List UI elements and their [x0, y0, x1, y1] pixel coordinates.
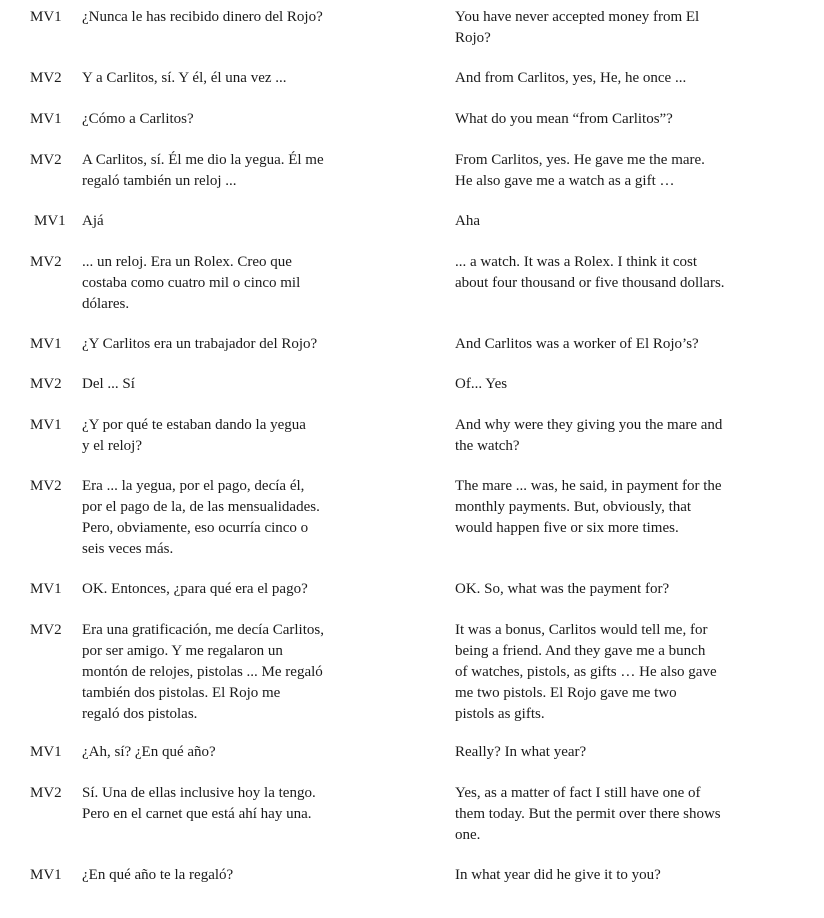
english-translation: OK. So, what was the payment for? — [455, 581, 670, 597]
english-translation: It was a bonus, Carlitos would tell me, for being a friend. And they gave me a bunch of watches, pistols, as gifts … He also gave me two pistols. El Rojo gave me two pistols as gifts. — [455, 622, 717, 722]
speaker-label: MV1 — [30, 867, 62, 883]
english-translation: The mare ... was, he said, in payment for the monthly payments. But, obviously, that would happen five or six more times. — [455, 478, 722, 536]
spanish-text: ... un reloj. Era un Rolex. Creo que costaba como cuatro mil o cinco mil dólares. — [82, 254, 301, 312]
english-translation: Yes, as a matter of fact I still have one of them today. But the permit over there shows one. — [455, 785, 721, 843]
spanish-text: Sí. Una de ellas inclusive hoy la tengo. Pero en el carnet que está ahí hay una. — [82, 785, 316, 822]
english-translation: And Carlitos was a worker of El Rojo’s? — [455, 336, 699, 352]
speaker-label: MV1 — [30, 744, 62, 760]
english-translation: Of... Yes — [455, 376, 508, 392]
speaker-label: MV1 — [30, 111, 62, 127]
spanish-text: Era una gratificación, me decía Carlitos, por ser amigo. Y me regalaron un montón de relojes, pistolas ... Me regaló también dos pistolas. El Rojo me regaló dos pistolas. — [82, 622, 324, 722]
spanish-text: Era ... la yegua, por el pago, decía él, por el pago de la, de las mensualidades. Pero, obviamente, eso ocurría cinco o seis veces más. — [82, 478, 320, 557]
spanish-text: ¿Ah, sí? ¿En qué año? — [82, 744, 216, 760]
spanish-text: Ajá — [82, 213, 104, 229]
spanish-text: ¿En qué año te la regaló? — [82, 867, 234, 883]
speaker-label: MV2 — [30, 785, 62, 801]
spanish-text: ¿Y por qué te estaban dando la yegua y el reloj? — [82, 417, 306, 454]
english-translation: And why were they giving you the mare and the watch? — [455, 417, 723, 454]
speaker-label: MV1 — [30, 336, 62, 352]
english-translation: And from Carlitos, yes, He, he once ... — [455, 70, 687, 86]
spanish-text: Del ... Sí — [82, 376, 135, 392]
speaker-label: MV2 — [30, 622, 62, 638]
speaker-label: MV1 — [30, 417, 62, 433]
english-translation: ... a watch. It was a Rolex. I think it cost about four thousand or five thousand dollars. — [455, 254, 725, 291]
spanish-text: A Carlitos, sí. Él me dio la yegua. Él me regaló también un reloj ... — [82, 152, 324, 189]
speaker-label: MV1 — [30, 9, 62, 25]
english-translation: You have never accepted money from El Rojo? — [455, 9, 700, 46]
spanish-text: OK. Entonces, ¿para qué era el pago? — [82, 581, 308, 597]
speaker-label: MV2 — [30, 152, 62, 168]
english-translation: In what year did he give it to you? — [455, 867, 661, 883]
speaker-label: MV1 — [30, 581, 62, 597]
spanish-text: ¿Y Carlitos era un trabajador del Rojo? — [82, 336, 318, 352]
speaker-label: MV2 — [30, 478, 62, 494]
speaker-label: MV2 — [30, 254, 62, 270]
spanish-text: Y a Carlitos, sí. Y él, él una vez ... — [82, 70, 287, 86]
speaker-label: MV2 — [30, 70, 62, 86]
english-translation: Aha — [455, 213, 480, 229]
english-translation: From Carlitos, yes. He gave me the mare. He also gave me a watch as a gift … — [455, 152, 705, 189]
speaker-label: MV2 — [30, 376, 62, 392]
speaker-label: MV1 — [34, 213, 66, 229]
english-translation: Really? In what year? — [455, 744, 587, 760]
spanish-text: ¿Cómo a Carlitos? — [82, 111, 194, 127]
spanish-text: ¿Nunca le has recibido dinero del Rojo? — [82, 9, 323, 25]
english-translation: What do you mean “from Carlitos”? — [455, 111, 673, 127]
